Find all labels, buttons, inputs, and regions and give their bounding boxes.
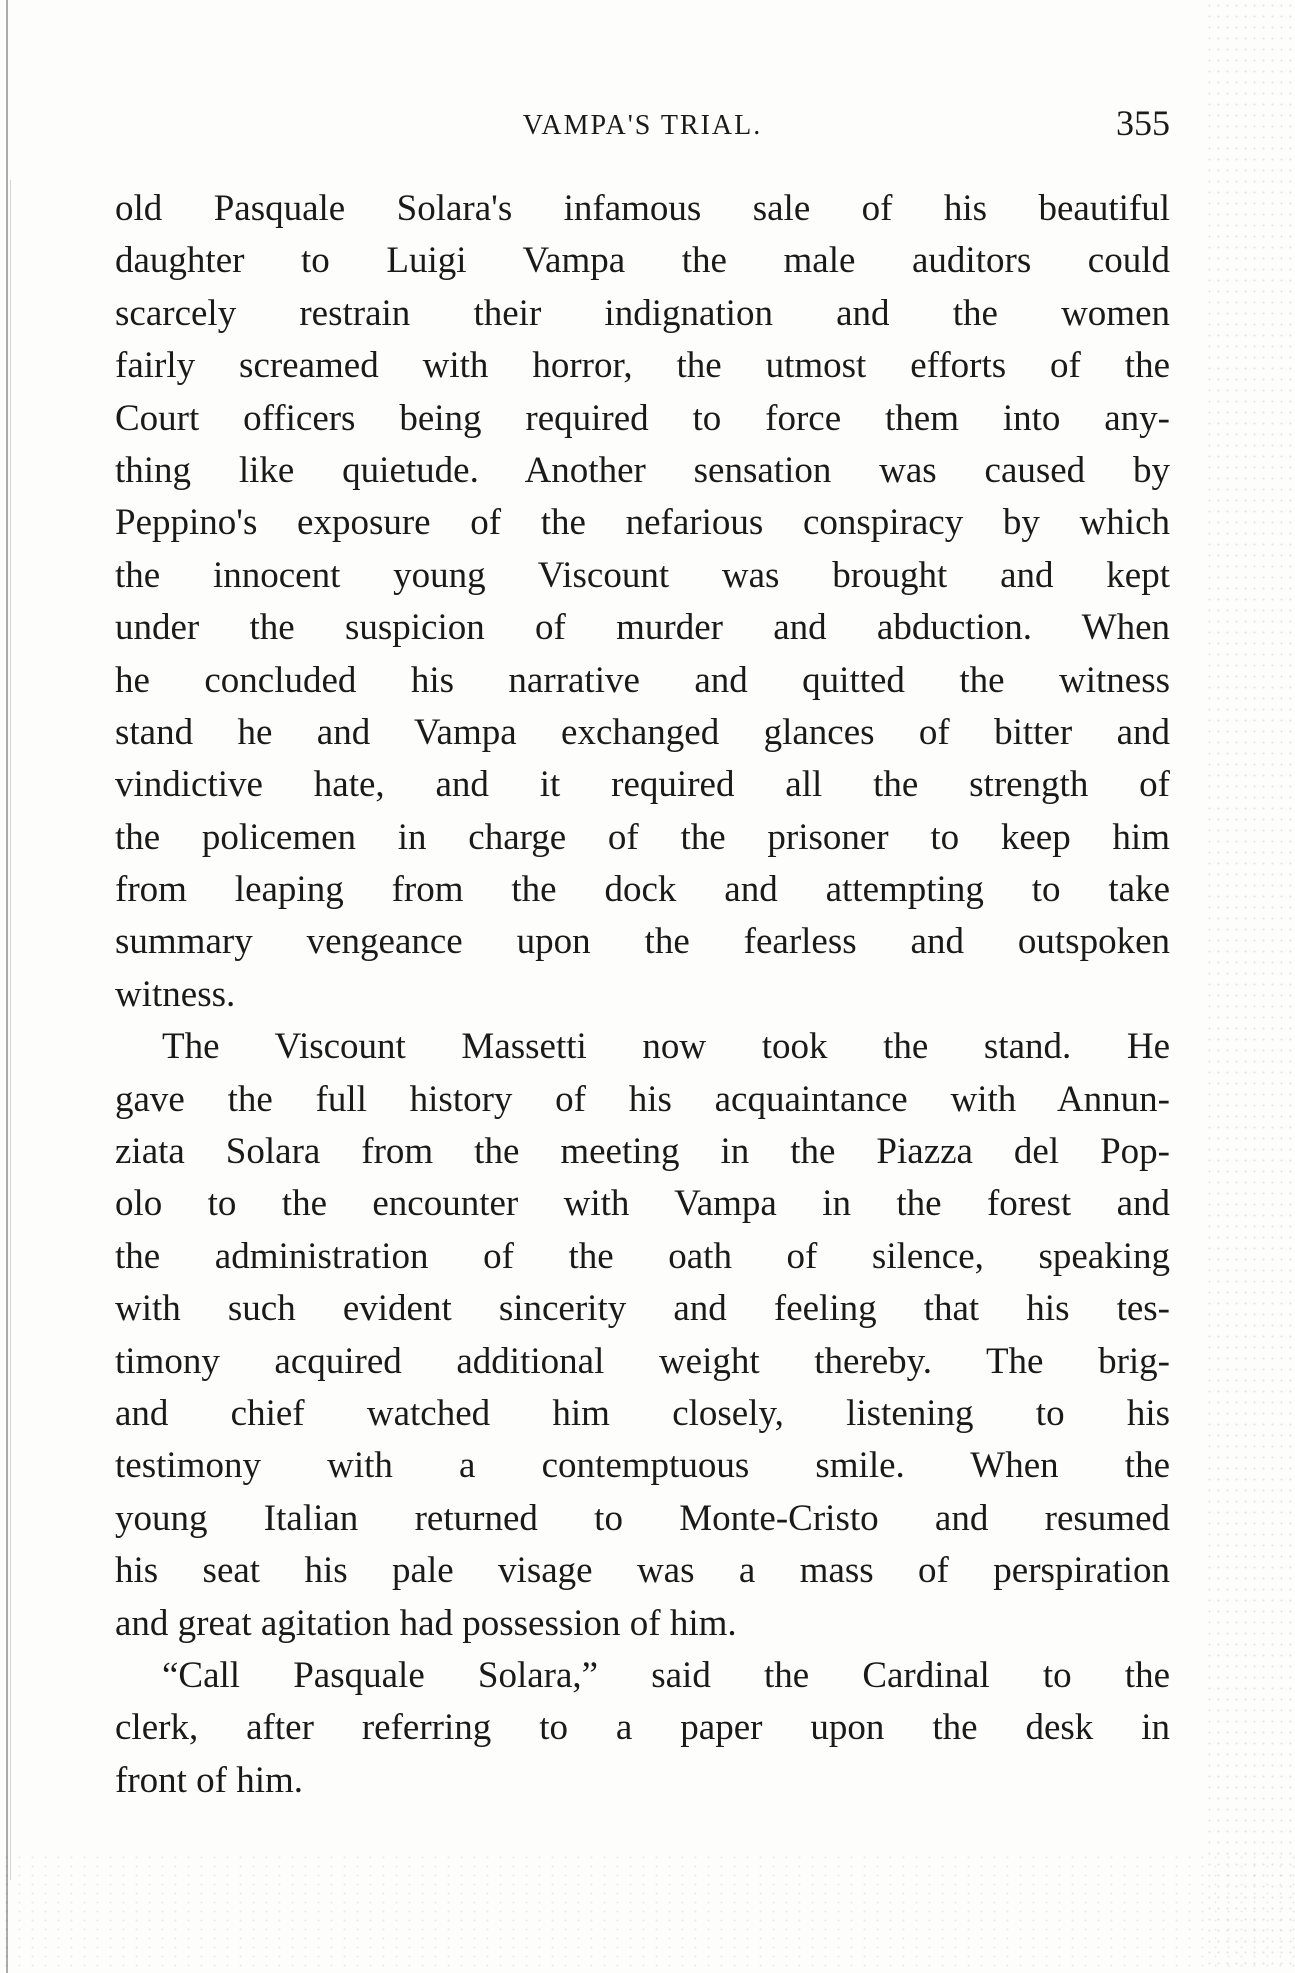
text-line: testimony with a contemptuous smile. When the xyxy=(115,1445,1170,1487)
text-line: vindictive hate, and it required all the strength of xyxy=(115,764,1170,806)
text-line: witness. xyxy=(115,973,236,1015)
text-line: “Call Pasquale Solara,” said the Cardinal to the xyxy=(162,1654,1170,1696)
text-line: clerk, after referring to a paper upon the desk in xyxy=(115,1707,1170,1749)
running-title: VAMPA'S TRIAL. xyxy=(522,110,763,141)
text-line: olo to the encounter with Vampa in the forest and xyxy=(115,1183,1170,1225)
text-line: stand he and Vampa exchanged glances of bitter and xyxy=(115,711,1170,753)
running-head xyxy=(115,102,1170,152)
text-line: daughter to Luigi Vampa the male auditors could xyxy=(115,240,1170,282)
binding-edge-shadow xyxy=(10,180,11,1880)
text-line: fairly screamed with horror, the utmost efforts of the xyxy=(115,345,1170,387)
text-line: thing like quietude. Another sensation was caused by xyxy=(115,449,1170,491)
paper-speckle-right xyxy=(1205,0,1295,1973)
text-line: with such evident sincerity and feeling that his tes- xyxy=(115,1288,1170,1330)
text-line: and great agitation had possession of him. xyxy=(115,1602,737,1644)
text-line: Peppino's exposure of the nefarious conspiracy by which xyxy=(115,502,1170,544)
text-line: under the suspicion of murder and abduction. When xyxy=(115,607,1170,649)
text-line: The Viscount Massetti now took the stand. He xyxy=(162,1026,1170,1068)
text-line: scarcely restrain their indignation and the women xyxy=(115,292,1170,334)
text-line: his seat his pale visage was a mass of perspiration xyxy=(115,1550,1170,1592)
text-line: front of him. xyxy=(115,1759,304,1801)
paper-speckle-bottom xyxy=(0,1853,1295,1973)
body-text xyxy=(115,183,1170,1807)
text-line: and chief watched him closely, listening to his xyxy=(115,1392,1170,1434)
text-line: young Italian returned to Monte-Cristo and resumed xyxy=(115,1497,1170,1539)
page-number: 355 xyxy=(1116,103,1170,143)
text-line: he concluded his narrative and quitted the witness xyxy=(115,659,1170,701)
text-line: from leaping from the dock and attempting to take xyxy=(115,869,1170,911)
text-line: summary vengeance upon the fearless and outspoken xyxy=(115,921,1170,963)
text-line: ziata Solara from the meeting in the Piazza del Pop- xyxy=(115,1131,1170,1173)
binding-edge xyxy=(6,0,8,1973)
text-line: old Pasquale Solara's infamous sale of his beautiful xyxy=(115,188,1170,229)
text-line: gave the full history of his acquaintance with Annun- xyxy=(115,1078,1170,1120)
text-line: the administration of the oath of silence, speaking xyxy=(115,1235,1170,1277)
text-line: the innocent young Viscount was brought and kept xyxy=(115,554,1170,596)
text-line: timony acquired additional weight thereby. The brig- xyxy=(115,1340,1170,1382)
text-line: Court officers being required to force them into any- xyxy=(115,397,1170,439)
text-line: the policemen in charge of the prisoner to keep him xyxy=(115,816,1170,858)
